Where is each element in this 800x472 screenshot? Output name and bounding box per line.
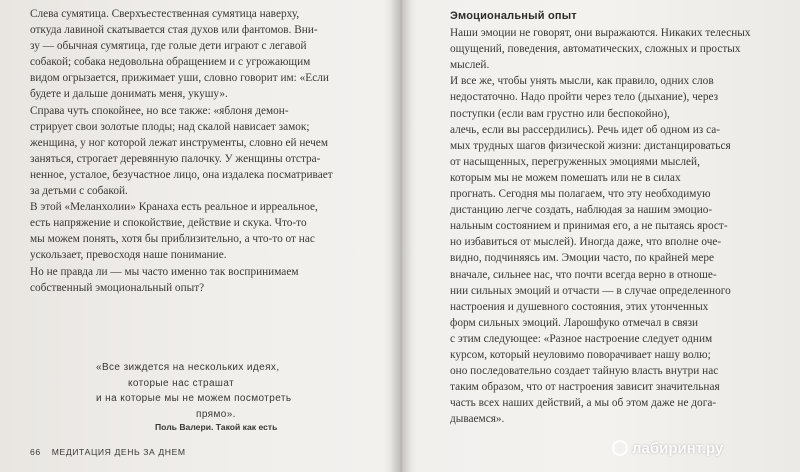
text-line: мы можем понять, хотя бы приблизительно, а что-то от нас	[30, 233, 315, 246]
paragraph	[450, 73, 770, 427]
text-line: будете и дальше донимать меня, укушу».	[30, 88, 228, 101]
text-line: оно последовательно создает тайную власть внутри нас	[450, 365, 719, 378]
text-line: вначале, сильнее нас, что почти всегда верно в отноше-	[450, 268, 717, 281]
text-line: стрирует свои золотые плоды; над скалой нависает замок;	[30, 120, 310, 133]
text-line: собственный эмоциональный опыт?	[30, 281, 205, 294]
running-head: МЕДИТАЦИЯ ДЕНЬ ЗА ДНЕМ	[51, 447, 186, 457]
text-line: недостаточно. Надо пройти через тело (дыхание), через	[450, 91, 719, 104]
text-line: прогнать. Сегодня мы полагаем, что эту необходимую	[450, 188, 711, 201]
text-line: настроения и душевного состояния, этих утонченных	[450, 300, 709, 313]
paragraph	[30, 199, 355, 263]
text-line: заняться, строгает деревянную палочку. У женщины отстра-	[30, 152, 321, 165]
text-line: курсом, который неуловимо поворачивает нашу волю;	[450, 348, 711, 361]
text-line: таким образом, что от настроения зависит значительная	[450, 381, 720, 394]
quote-line: «Все зиждется на нескольких идеях,	[96, 362, 280, 373]
text-line: с этим следующее: «Разное настроение следует одним	[450, 332, 713, 345]
quote-line: и на которые мы не можем посмотреть	[96, 393, 292, 405]
text-line: Но не правда ли — мы часто именно так воспринимаем	[30, 265, 299, 278]
text-line: мыслей.	[450, 59, 490, 72]
text-line: ощущений, поведения, автоматических, сложных и простых	[450, 43, 741, 56]
paragraph	[450, 25, 770, 73]
watermark	[612, 440, 723, 457]
text-line: есть напряжение и спокойствие, действие и скука. Что-то	[30, 217, 307, 230]
paragraph	[30, 264, 355, 296]
text-line: зу — обычная сумятица, где голые дети играют с легавой	[30, 40, 307, 53]
paragraph	[30, 103, 355, 200]
text-line: И все же, чтобы унять мысли, как правило, одних слов	[450, 75, 714, 88]
text-line: Слева сумятица. Сверхъестественная сумятица наверху,	[30, 8, 300, 20]
text-line: дываемся».	[450, 413, 505, 426]
text-line: от насыщенных, перегруженных эмоциями мыслей,	[450, 155, 700, 168]
book-gutter	[390, 0, 412, 472]
page-footer	[30, 447, 186, 457]
right-page-text	[450, 8, 770, 427]
watermark-text: лабиринт.ру	[632, 440, 724, 457]
text-line: за детьми с собакой.	[30, 185, 128, 198]
text-line: нальным состоянием и принимая его, а не пытаясь ярост-	[450, 220, 728, 233]
quote-attribution: Поль Валери. Такой как есть	[155, 422, 278, 432]
text-line: но избавиться от мыслей). Иногда даже, что вполне оче-	[450, 236, 722, 249]
watermark-logo-icon	[612, 440, 628, 456]
text-line: видно, подчиняясь им. Эмоции часто, по крайней мере	[450, 252, 715, 265]
text-line: женщина, у ног которой лежат инструменты, словно ей нечем	[30, 136, 328, 149]
text-line: которым мы не можем помешать или не в силах	[450, 171, 681, 184]
section-heading: Эмоциональный опыт	[450, 10, 577, 22]
quote-line: которые нас страшат	[128, 377, 235, 389]
text-line: Справа чуть спокойнее, но все также: «яблоня демон-	[30, 104, 289, 117]
text-line: ускользает, превосходя наше понимание.	[30, 249, 227, 262]
text-line: дистанцию легче создать, наблюдая за нашим эмоцио-	[450, 204, 713, 217]
text-line: В этой «Меланхолии» Кранаха есть реальное и ирреальное,	[30, 201, 318, 214]
page-number: 66	[30, 447, 41, 457]
text-line: Наши эмоции не говорят, они выражаются. Никаких телесных	[450, 27, 751, 40]
text-line: ненное, усталое, безучастное лицо, она издалека посматривает	[30, 168, 333, 181]
text-line: мых трудных шагов физической жизни: дистанцироваться	[450, 139, 731, 152]
epigraph-quote	[96, 360, 356, 422]
text-line: форм сильных эмоций. Ларошфуко отмечал в связи	[450, 316, 699, 329]
quote-line: прямо».	[196, 408, 236, 420]
paragraph	[30, 6, 355, 103]
text-line: собакой; собака недовольна обращением и с угрожающим	[30, 56, 311, 69]
text-line: часть всех наших действий, а мы об этом даже не дога-	[450, 397, 717, 410]
text-line: нии сильных эмоций и отчасти — в случае определенного	[450, 284, 731, 297]
text-line: видом огрызается, прижимает уши, словно говорит им: «Если	[30, 72, 329, 85]
left-page-text	[30, 6, 355, 296]
text-line: поступки (если вам грустно или беспокойно),	[450, 107, 670, 120]
text-line: алечь, если вы рассердились). Речь идет об одном из са-	[450, 123, 721, 136]
text-line: откуда лавиной скатывается стая духов или фантомов. Вни-	[30, 24, 318, 37]
